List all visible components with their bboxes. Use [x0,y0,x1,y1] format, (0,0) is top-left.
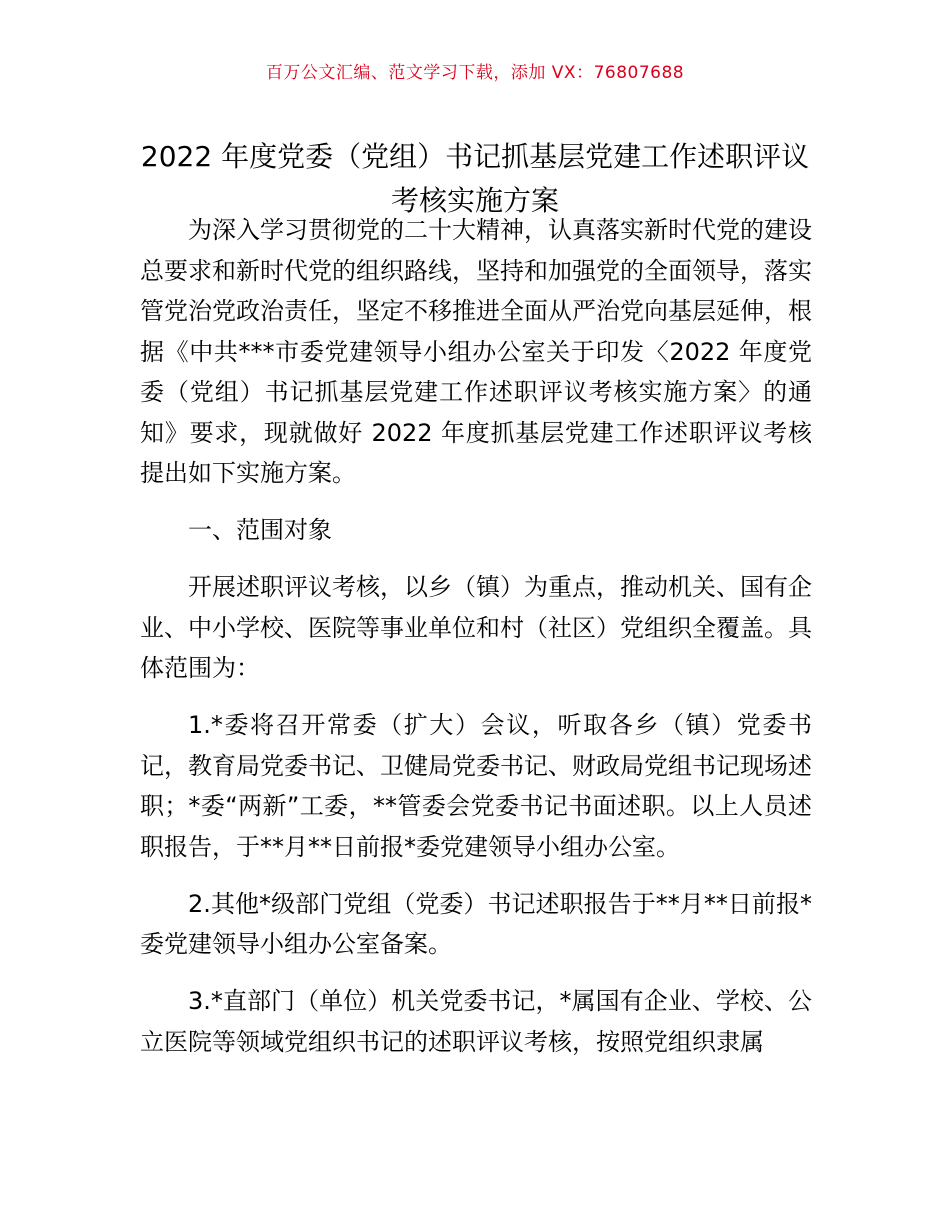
document-title: 2022 年度党委（党组）书记抓基层党建工作述职评议考核实施方案 [140,139,810,217]
scope-paragraph: 开展述职评议考核，以乡（镇）为重点，推动机关、国有企业、中小学校、医院等事业单位和村（社区）党组织全覆盖。具体范围为： [140,573,812,682]
document-body [140,210,812,1079]
item-1-paragraph: 1.*委将召开常委（扩大）会议，听取各乡（镇）党委书记，教育局党委书记、卫健局党委书记、财政局党组书记现场述职；*委“两新”工委，**管委会党委书记书面述职。以上人员述职报告，于**月**日前报*委党建领导小组办公室。 [140,711,812,861]
header-watermark: 百万公文汇编、范文学习下载，添加 VX：76807688 [265,63,685,83]
item-3-paragraph: 3.*直部门（单位）机关党委书记，*属国有企业、学校、公立医院等领域党组织书记的述职评议考核，按照党组织隶属 [140,987,812,1056]
item-2-paragraph: 2.其他*级部门党组（党委）书记述职报告于**月**日前报*委党建领导小组办公室备案。 [140,889,812,958]
section-heading: 一、范围对象 [188,516,332,544]
intro-paragraph: 为深入学习贯彻党的二十大精神，认真落实新时代党的建设总要求和新时代党的组织路线，坚持和加强党的全面领导，落实管党治党政治责任，坚定不移推进全面从严治党向基层延伸，根据《中共***市委党建领导小组办公室关于印发〈2022 年度党委（党组）书记抓基层党建工作述职评议考核实施方案〉的通知》要求，现就做好 2022 年度抓基层党建工作述职评议考核提出如下实施方案。 [140,216,812,487]
